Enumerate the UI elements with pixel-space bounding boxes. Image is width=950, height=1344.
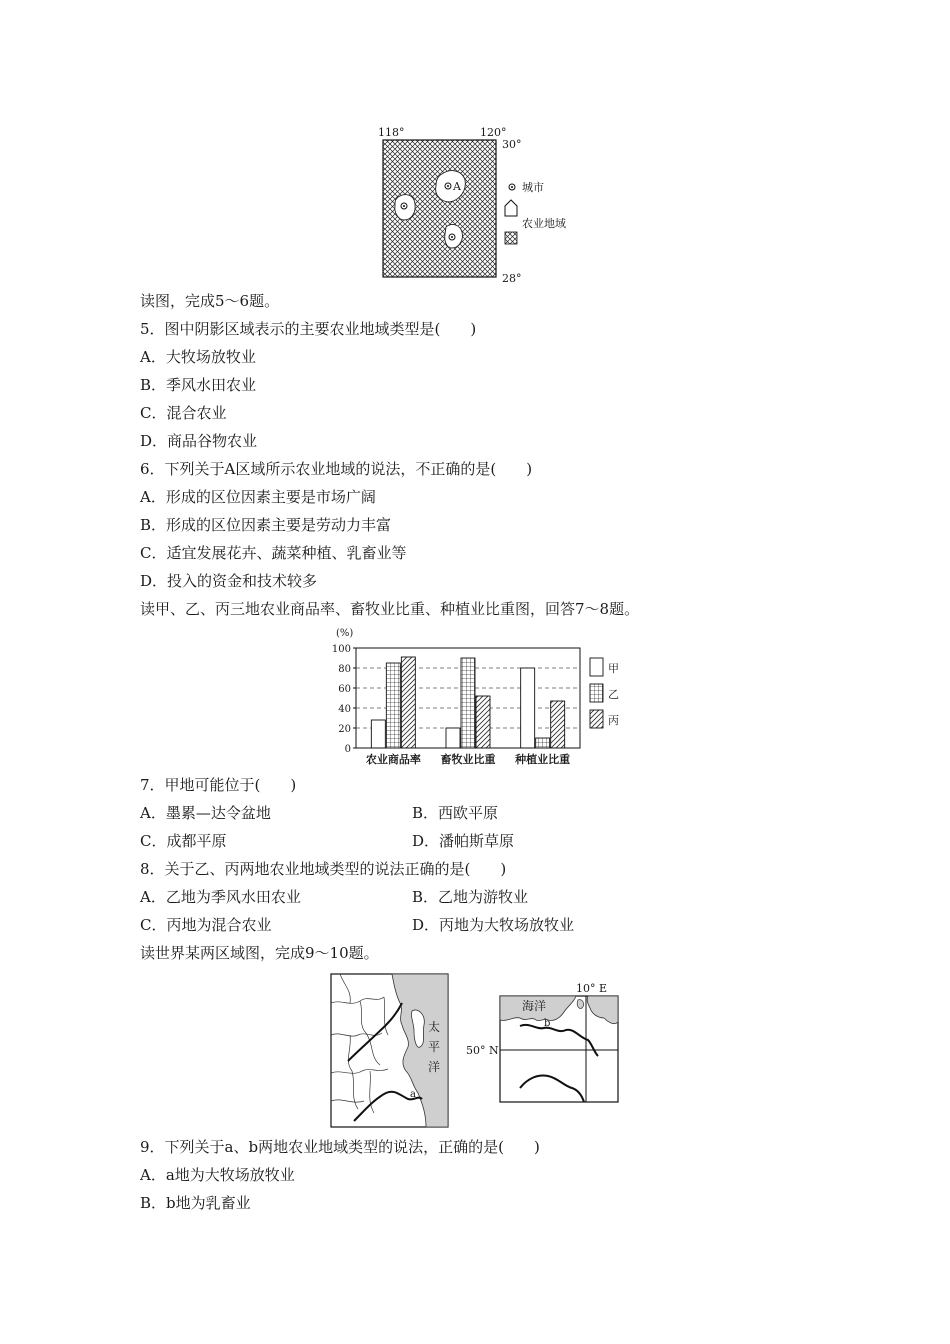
legend-city-area-icon <box>505 200 517 216</box>
sea-label: 海洋 <box>522 999 547 1013</box>
q8-option-d[interactable]: D．丙地为大牧场放牧业 <box>412 916 575 934</box>
region-map-left <box>330 973 450 1129</box>
bar <box>551 701 565 748</box>
y-tick-label: 20 <box>338 724 351 735</box>
bar <box>461 658 475 748</box>
q6-stem: 6．下列关于A区域所示农业地域的说法，不正确的是( ) <box>140 460 533 478</box>
ocean-label-2: 平 <box>428 1040 441 1054</box>
bar <box>371 720 385 748</box>
ocean-label-3: 洋 <box>428 1060 441 1074</box>
ocean-label-1: 太 <box>428 1020 441 1034</box>
q5-option-b[interactable]: B．季风水田农业 <box>140 376 257 394</box>
q5-stem: 5．图中阴影区域表示的主要农业地域类型是( ) <box>140 320 477 338</box>
q9-option-b[interactable]: B．b地为乳畜业 <box>140 1194 251 1212</box>
y-tick-label: 40 <box>338 704 351 715</box>
bar <box>521 668 535 748</box>
legend-agri-label: 农业地域 <box>522 217 566 230</box>
agri-bar-chart <box>322 622 632 772</box>
q8-stem: 8．关于乙、丙两地农业地域类型的说法正确的是( ) <box>140 860 507 878</box>
q8-option-a[interactable]: A．乙地为季风水田农业 <box>140 888 301 906</box>
legend-swatch <box>590 658 603 676</box>
y-tick-label: 80 <box>338 664 351 675</box>
point-b-label: b <box>544 1018 551 1029</box>
q8-option-c[interactable]: C．丙地为混合农业 <box>140 916 272 934</box>
small-island <box>577 1000 583 1009</box>
point-a-label: a <box>410 1089 416 1100</box>
agri-region-map <box>370 124 590 286</box>
bar <box>446 728 460 748</box>
intro-q9-10: 读世界某两区域图，完成9～10题。 <box>140 944 379 962</box>
y-tick-label: 0 <box>344 744 351 755</box>
q9-option-a[interactable]: A．a地为大牧场放牧业 <box>140 1166 295 1184</box>
legend-agri-swatch <box>505 232 517 244</box>
region-map-right <box>464 982 624 1104</box>
y-axis-label: (%) <box>336 628 354 639</box>
legend-swatch <box>590 684 603 702</box>
lon-10e-label: 10° E <box>576 982 608 995</box>
lat-50n-label: 50° N <box>466 1044 499 1057</box>
q9-stem: 9．下列关于a、b两地农业地域类型的说法，正确的是( ) <box>140 1138 540 1156</box>
lat-28-label: 28° <box>502 272 522 285</box>
x-category-label: 畜牧业比重 <box>440 753 496 766</box>
bar <box>386 663 400 748</box>
q5-option-c[interactable]: C．混合农业 <box>140 404 227 422</box>
intro-q5-6: 读图，完成5～6题。 <box>140 292 280 310</box>
q7-stem: 7．甲地可能位于( ) <box>140 776 297 794</box>
legend-city-icon <box>509 184 515 190</box>
x-category-label: 农业商品率 <box>365 753 421 766</box>
q7-option-a[interactable]: A．墨累—达令盆地 <box>140 804 271 822</box>
intro-q7-8: 读甲、乙、丙三地农业商品率、畜牧业比重、种植业比重图，回答7～8题。 <box>140 600 640 618</box>
q7-option-d[interactable]: D．潘帕斯草原 <box>412 832 515 850</box>
q6-option-a[interactable]: A．形成的区位因素主要是市场广阔 <box>140 488 376 506</box>
x-category-label: 种植业比重 <box>515 753 571 766</box>
legend-label: 甲 <box>608 662 619 675</box>
q6-option-b[interactable]: B．形成的区位因素主要是劳动力丰富 <box>140 516 392 534</box>
lon-118-label: 118° <box>378 126 405 139</box>
lat-30-label: 30° <box>502 138 522 151</box>
legend-label: 乙 <box>608 688 619 701</box>
q7-option-b[interactable]: B．西欧平原 <box>412 804 499 822</box>
q8-option-b[interactable]: B．乙地为游牧业 <box>412 888 529 906</box>
lon-120-label: 120° <box>480 126 507 139</box>
legend-label: 丙 <box>608 714 619 727</box>
city-area-south <box>445 225 463 248</box>
city-area-west <box>395 195 415 220</box>
y-tick-label: 100 <box>331 644 351 655</box>
legend-swatch <box>590 710 603 728</box>
city-a-label: A <box>453 180 461 193</box>
y-tick-label: 60 <box>338 684 351 695</box>
q6-option-c[interactable]: C．适宜发展花卉、蔬菜种植、乳畜业等 <box>140 544 407 562</box>
bar <box>536 738 550 748</box>
q5-option-d[interactable]: D．商品谷物农业 <box>140 432 258 450</box>
legend-city-label: 城市 <box>522 181 544 194</box>
q6-option-d[interactable]: D．投入的资金和技术较多 <box>140 572 318 590</box>
bar <box>401 657 415 748</box>
q5-option-a[interactable]: A．大牧场放牧业 <box>140 348 256 366</box>
q7-option-c[interactable]: C．成都平原 <box>140 832 227 850</box>
bar <box>476 696 490 748</box>
